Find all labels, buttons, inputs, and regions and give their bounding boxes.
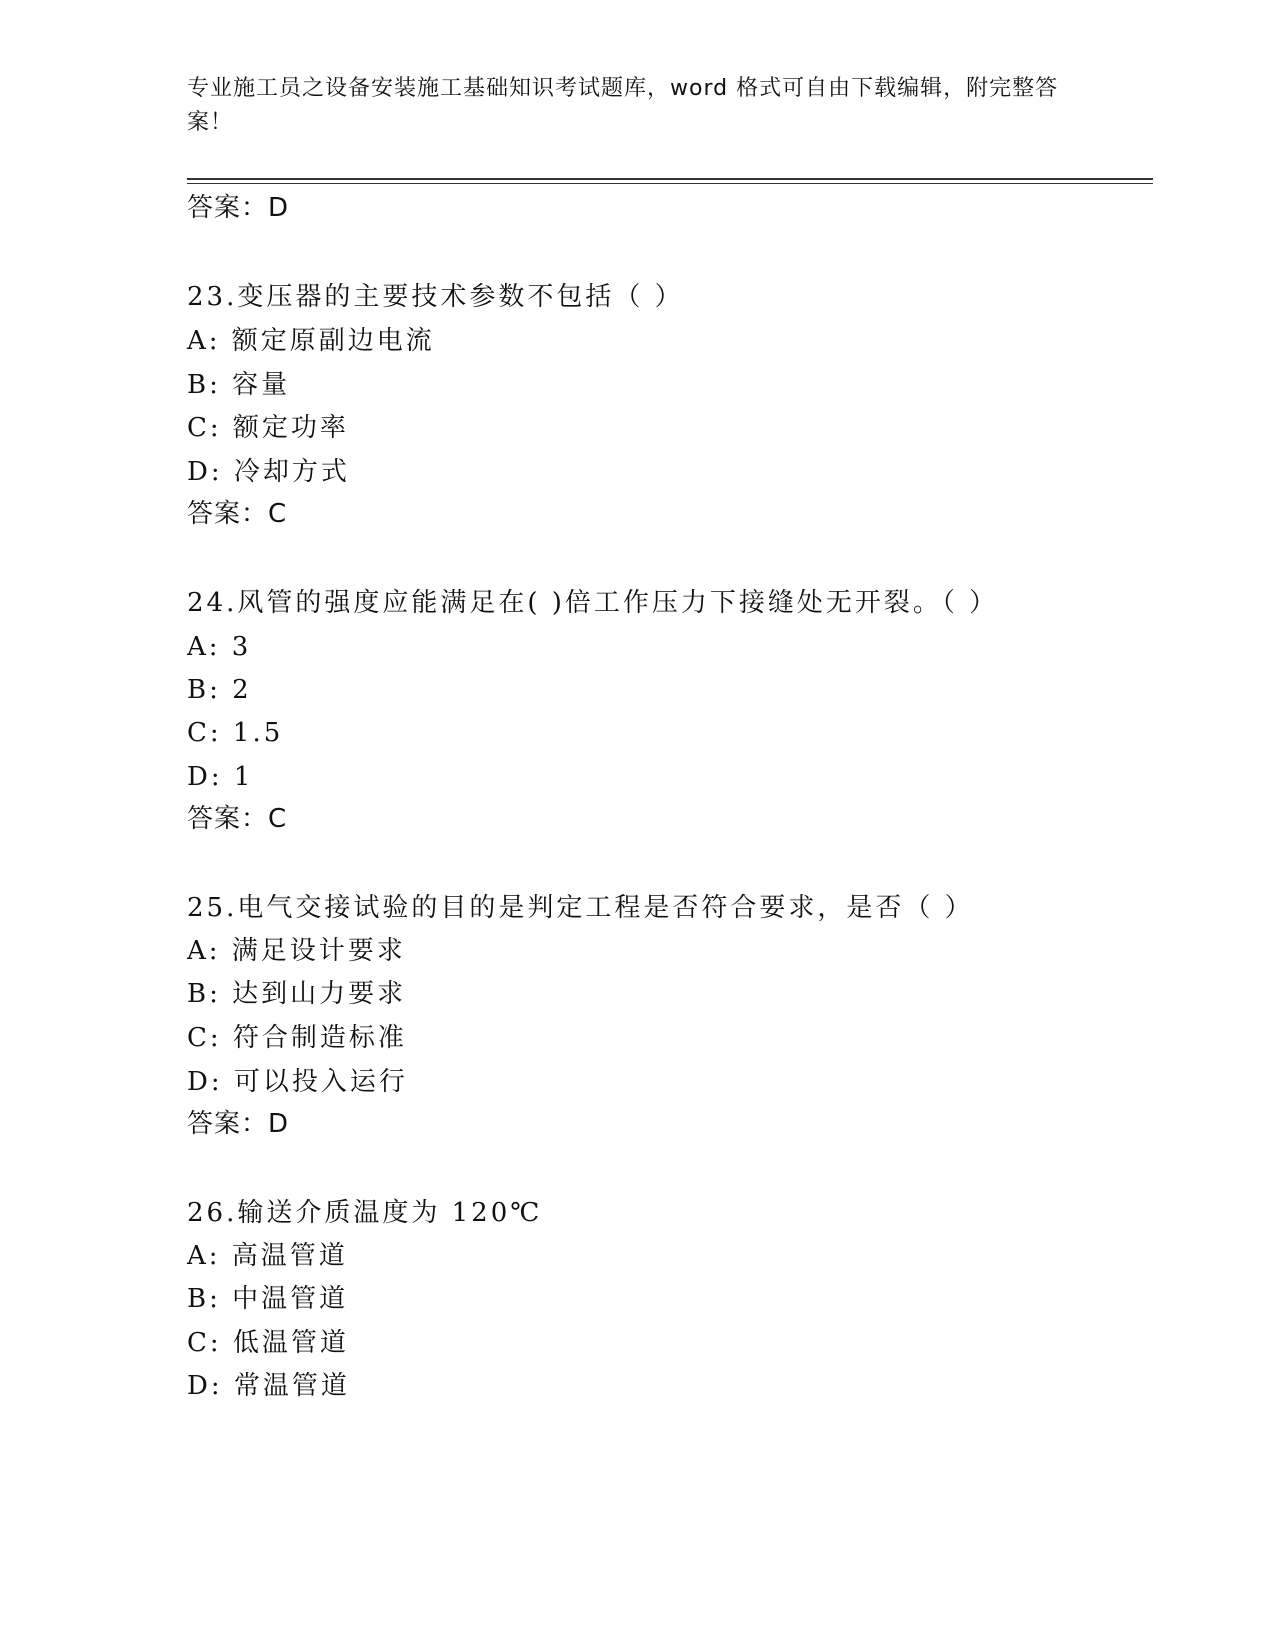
question-option: C: 1.5 — [187, 718, 284, 748]
question-option: A: 满足设计要求 — [187, 936, 406, 966]
answer-line: 答案：D — [187, 193, 290, 223]
question-option: A: 3 — [187, 632, 252, 662]
answer-line: 答案：C — [187, 499, 288, 529]
question-option: B: 2 — [187, 675, 252, 705]
question-option: D: 常温管道 — [187, 1371, 350, 1401]
question-stem: 26.输送介质温度为 120℃ — [187, 1198, 543, 1228]
question-stem: 24.风管的强度应能满足在( )倍工作压力下接缝处无开裂。（ ） — [187, 588, 999, 618]
document-header: 专业施工员之设备安装施工基础知识考试题库，word 格式可自由下载编辑，附完整答案！ — [187, 76, 1059, 135]
question-option: B: 容量 — [187, 370, 291, 400]
question-stem: 23.变压器的主要技术参数不包括（ ） — [187, 282, 684, 312]
question-option: A: 额定原副边电流 — [187, 326, 435, 356]
header-divider — [187, 178, 1153, 180]
header-divider-thin — [187, 183, 1153, 184]
question-option: B: 中温管道 — [187, 1284, 349, 1314]
question-stem: 25.电气交接试验的目的是判定工程是否符合要求，是否（ ） — [187, 893, 974, 923]
question-option: A: 高温管道 — [187, 1241, 348, 1271]
answer-line: 答案：C — [187, 804, 288, 834]
question-option: C: 低温管道 — [187, 1328, 349, 1358]
question-option: C: 额定功率 — [187, 413, 349, 443]
question-option: D: 冷却方式 — [187, 457, 350, 487]
answer-line: 答案：D — [187, 1109, 290, 1139]
question-option: D: 可以投入运行 — [187, 1067, 408, 1097]
question-option: B: 达到山力要求 — [187, 979, 407, 1009]
question-option: D: 1 — [187, 762, 254, 792]
question-option: C: 符合制造标准 — [187, 1023, 407, 1053]
